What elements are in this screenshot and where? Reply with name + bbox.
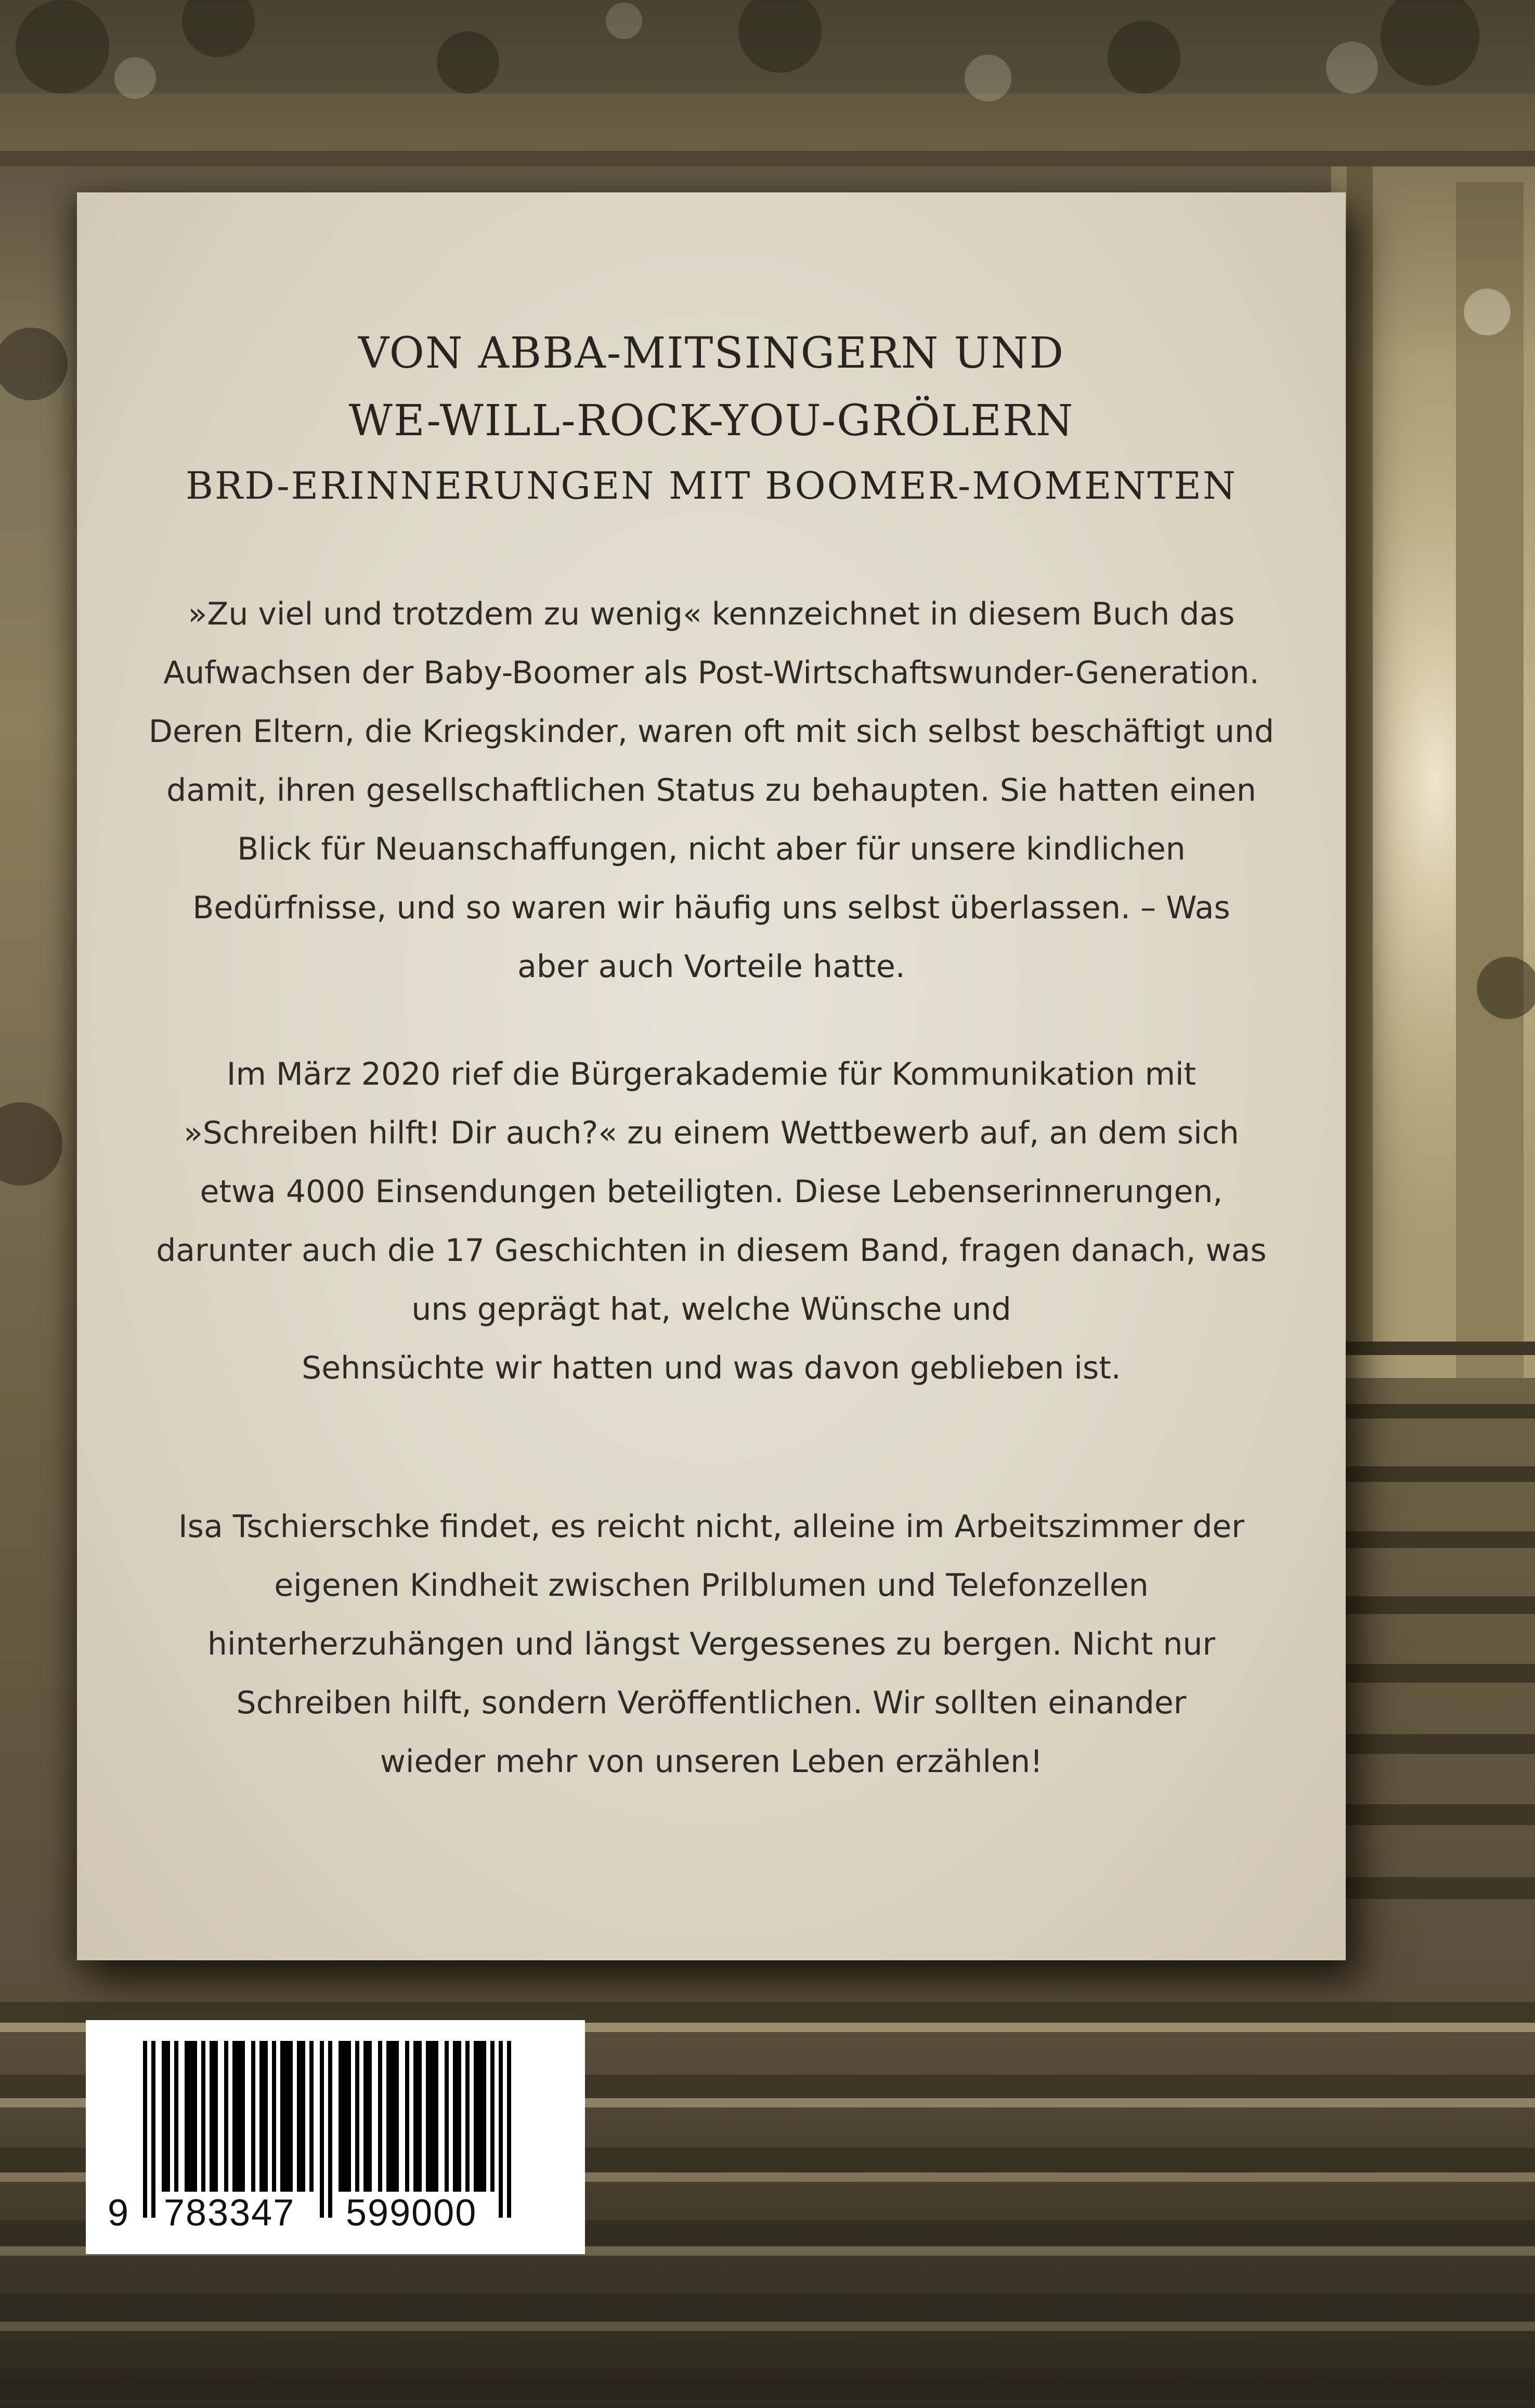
subtitle: BRD-ERINNERUNGEN MIT BOOMER-MOMENTEN: [186, 464, 1237, 507]
blurb-paragraph-3: Isa Tschierschke findet, es reicht nicht, alleine im Arbeitszimmer der eigenen Kindheit zwischen Prilblumen und Telefonzellen hinterherzuhängen und längst Vergessenes zu bergen. Nicht nur Schreiben hilft, sondern Veröffentlichen. Wir sollten einander wieder mehr von unseren Leben erzählen!: [178, 1508, 1245, 1780]
barcode-bars: [86, 2020, 585, 2254]
blurb-paragraph-1: »Zu viel und trotzdem zu wenig« kennzeichnet in diesem Buch das Aufwachsen der Baby-Boomer als Post-Wirtschaftswunder-Generation. Deren Eltern, die Kriegskinder, waren oft mit sich selbst beschäftigt und damit, ihren gesellschaftlichen Status zu behaupten. Sie hatten einen Blick für Neuanschaffungen, nicht aber für unsere kindlichen Bedürfnisse, und so waren wir häufig uns selbst überlassen. – Was aber auch Vorteile hatte.: [148, 596, 1274, 985]
barcode-digits-right: 599000: [346, 2192, 477, 2234]
back-cover-text-panel: [77, 192, 1346, 1960]
barcode-digits-left: 783347: [164, 2192, 295, 2234]
heading-line-2: WE-WILL-ROCK-YOU-GRÖLERN: [348, 396, 1074, 446]
barcode-digit-first: 9: [108, 2192, 130, 2234]
isbn-barcode: [86, 2020, 585, 2254]
blurb-paragraph-2: Im März 2020 rief die Bürgerakademie für Kommunikation mit »Schreiben hilft! Dir auch?« zu einem Wettbewerb auf, an dem sich etwa 4000 Einsendungen beteiligten. Diese Lebenserinnerungen, darunter auch die 17 Geschichten in diesem Band, fragen danach, was uns geprägt hat, welche Wünsche und Sehnsüchte wir hatten und was davon geblieben ist.: [156, 1056, 1267, 1386]
heading-line-1: VON ABBA-MITSINGERN UND: [358, 329, 1065, 378]
